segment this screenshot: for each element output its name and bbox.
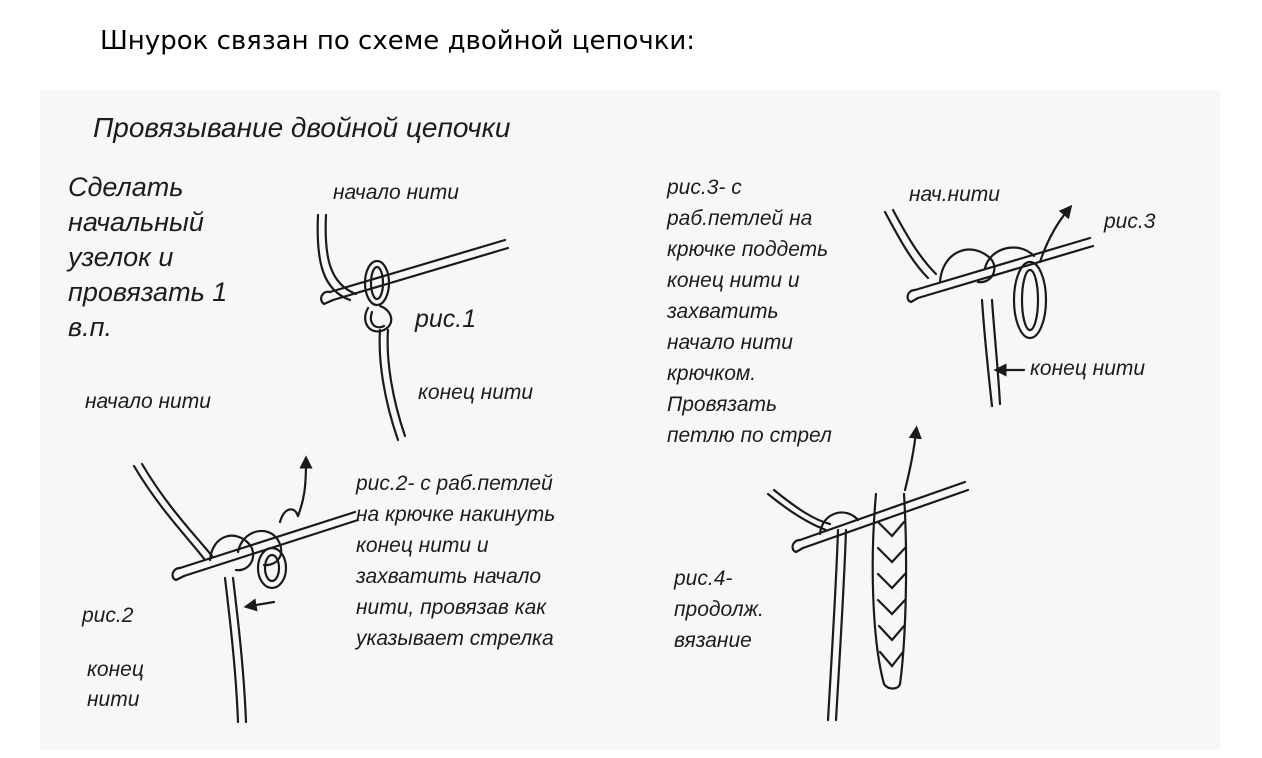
step1-instruction xyxy=(68,170,227,345)
step2-thread-end-line: нити xyxy=(87,688,140,711)
step3-description-line: конец нити и xyxy=(667,269,800,292)
step3-description-line: начало нити xyxy=(667,331,793,354)
step1-instruction-line: узелок и xyxy=(68,242,174,272)
step2-description xyxy=(356,468,555,654)
step3-description-line: петлю по стрел xyxy=(667,424,832,447)
step3-description-line: раб.петлей на xyxy=(667,207,813,230)
step2-description-line: нити, провязав как xyxy=(356,596,547,619)
step3-description xyxy=(667,172,832,451)
step2-description-line: конец нити и xyxy=(356,534,489,557)
figure-2-label: рис.2 xyxy=(82,604,134,627)
step1-instruction-line: начальный xyxy=(68,207,204,237)
step3-description-line: рис.3- с xyxy=(667,176,742,199)
figure-1-label: рис.1 xyxy=(415,305,477,333)
step1-instruction-line: провязать 1 xyxy=(68,277,228,307)
step1-thread-start-label: начало нити xyxy=(333,181,459,204)
diagram-title: Провязывание двойной цепочки xyxy=(93,112,511,143)
step1-thread-end-label: конец нити xyxy=(418,381,534,404)
figure-1-drawing xyxy=(318,215,508,440)
step4-description xyxy=(674,563,764,656)
step4-description-line: рис.4- xyxy=(674,567,733,590)
step2-description-line: указывает стрелка xyxy=(356,627,554,650)
step2-thread-end-line: конец xyxy=(87,658,144,681)
step2-thread-end-label xyxy=(87,655,144,715)
figure-2-drawing xyxy=(134,462,358,722)
step3-thread-end-label: конец нити xyxy=(1030,357,1146,380)
thread-start-label: начало нити xyxy=(85,390,211,413)
step2-description-line: рис.2- с раб.петлей xyxy=(356,472,553,495)
step1-instruction-line: Сделать xyxy=(68,172,184,202)
step3-description-line: захватить xyxy=(667,300,779,323)
step3-thread-start-label: нач.нити xyxy=(909,183,1000,206)
step1-instruction-line: в.п. xyxy=(68,312,112,342)
step4-description-line: продолж. xyxy=(674,598,764,621)
step3-description-line: крючком. xyxy=(667,362,757,385)
step3-description-line: крючке поддеть xyxy=(667,238,829,261)
page-heading: Шнурок связан по схеме двойной цепочки: xyxy=(100,26,696,56)
figure-4-drawing xyxy=(768,432,968,720)
figure-3-label: рис.3 xyxy=(1104,210,1156,233)
step3-description-line: Провязать xyxy=(667,393,778,416)
step2-description-line: захватить начало xyxy=(356,565,542,588)
step2-description-line: на крючке накинуть xyxy=(356,503,556,526)
step4-description-line: вязание xyxy=(674,629,752,652)
